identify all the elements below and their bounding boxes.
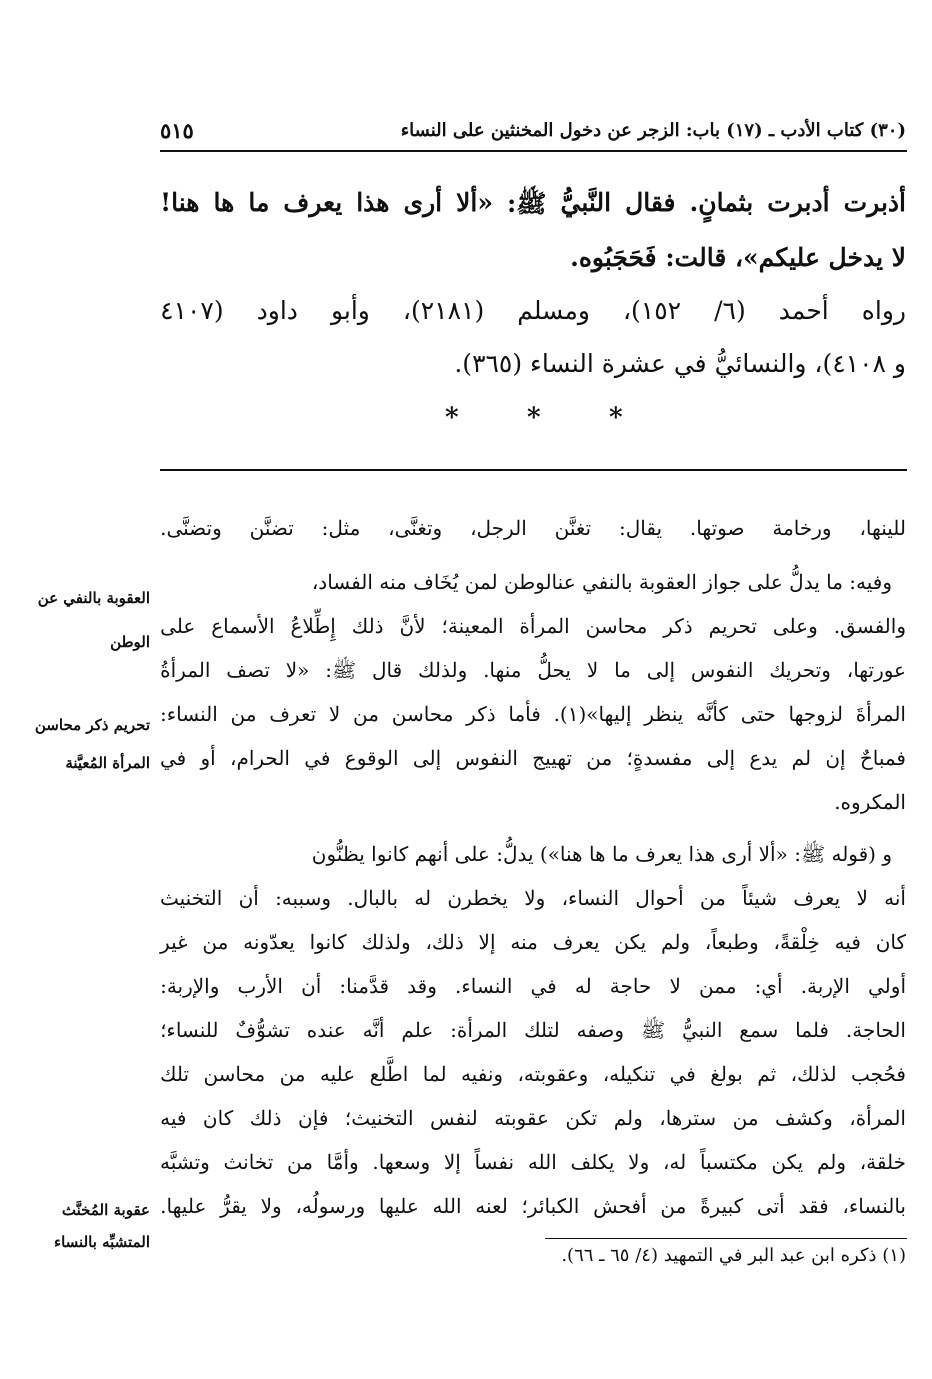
commentary-line: المرأةَ لزوجها حتى كأنَّه ينظر إليها»(١). فأما ذكر محاسن من لا تعرف من النساء: (160, 702, 906, 726)
page-number: ٥١٥ (160, 118, 194, 143)
commentary-line: المكروه. (834, 790, 906, 814)
separator-star: * (609, 403, 623, 433)
commentary-line: فحُجب لذلك، ثم بولغ في تنكيله، وعقوبته، ونفيه لما اطَّلع عليه من محاسن تلك (160, 1062, 906, 1086)
commentary-line: و (قوله ﷺ: «ألا أرى هذا يعرف ما ها هنا») يدلُّ: على أنهم كانوا يظنُّون (311, 842, 892, 866)
footnote-rule (545, 1238, 907, 1239)
commentary-line: والفسق. وعلى تحريم ذكر محاسن المرأة المعينة؛ لأنَّ ذلك إِطِّلاعُ الأسماع على (160, 614, 906, 638)
commentary-line: فمباحٌ إن لم يدع إلى مفسدةٍ؛ من تهييج النفوس إلى الوقوع في الحرام، أو في (160, 746, 906, 770)
separator-star: * (527, 403, 541, 433)
margin-note-exile: العقوبة بالنفي عن الوطن (37, 589, 150, 651)
commentary-line: للينها، ورخامة صوتها. يقال: تغنَّن الرجل، وتغنَّى، مثل: تضنَّن وتضنَّى. (160, 516, 906, 540)
commentary-line: أولي الإربة. أي: ممن لا حاجة له في النساء. وقد قدَّمنا: أن الأرب والإربة: (160, 974, 906, 998)
running-header-title: (٣٠) كتاب الأدب ـ (١٧) باب: الزجر عن دخول المخنثين على النساء (400, 120, 906, 141)
commentary-line: كان فيه خِلْقةً، وطبعاً، ولم يكن يعرف منه إلا ذلك، ولذلك كانوا يعدّونه من غير (160, 930, 906, 954)
footnote: (١) ذكره ابن عبد البر في التمهيد (٤/ ٦٥ ـ ٦٦). (561, 1245, 906, 1266)
header-rule (160, 150, 907, 152)
separator-star: * (445, 403, 459, 433)
commentary-line: خلقة، ولم يكن مكتسباً له، ولا يكلف الله نفساً إلا وسعها. وأمَّا من تخانث وتشبَّه (160, 1150, 906, 1174)
commentary-line: الحاجة. فلما سمع النبيُّ ﷺ وصفه لتلك المرأة: علم أنَّه عنده تشوُّفٌ للنساء؛ (160, 1018, 906, 1042)
matn-line-1: أذبرت أدبرت بثمانٍ. فقال النَّبيُّ ﷺ: «ألا أرى هذا يعرف ما ها هنا! (160, 188, 906, 218)
commentary-line: المرأة، وكشف من سترها، ولم تكن عقوبته لنفس التخنيث؛ فإن ذلك كان فيه (160, 1106, 906, 1130)
takhrij-line-1: رواه أحمد (٦/ ١٥٢)، ومسلم (٢١٨١)، وأبو داود (٤١٠٧ (160, 296, 906, 325)
matn-line-2: لا يدخل عليكم»، قالت: فَحَجَبُوه. (570, 243, 906, 272)
margin-note-describing-women: تحريم ذكر محاسن المرأة المُعيَّنة (34, 716, 150, 772)
commentary-line: بالنساء، فقد أتى كبيرةً من أفحش الكبائر؛ لعنه الله عليها ورسولُه، ولا يقرُّ عليها. (160, 1194, 906, 1218)
margin-note-effeminate-penalty: عقوبة المُخنَّث المتشبِّه بالنساء (54, 1201, 150, 1251)
commentary-line: أنه لا يعرف شيئاً من أحوال النساء، ولا يخطرن له بالبال. وسببه: أن التخنيث (160, 886, 906, 910)
commentary-line: عورتها، وتحريك النفوس إلى ما لا يحلُّ منها. ولذلك قال ﷺ: «لا تصف المرأةُ (160, 658, 906, 682)
section-rule (160, 469, 907, 471)
commentary-line: وفيه: ما يدلُّ على جواز العقوبة بالنفي عنالوطن لمن يُخَاف منه الفساد، (311, 570, 892, 594)
takhrij-line-2: و ٤١٠٨)، والنسائيُّ في عشرة النساء (٣٦٥). (454, 349, 906, 378)
